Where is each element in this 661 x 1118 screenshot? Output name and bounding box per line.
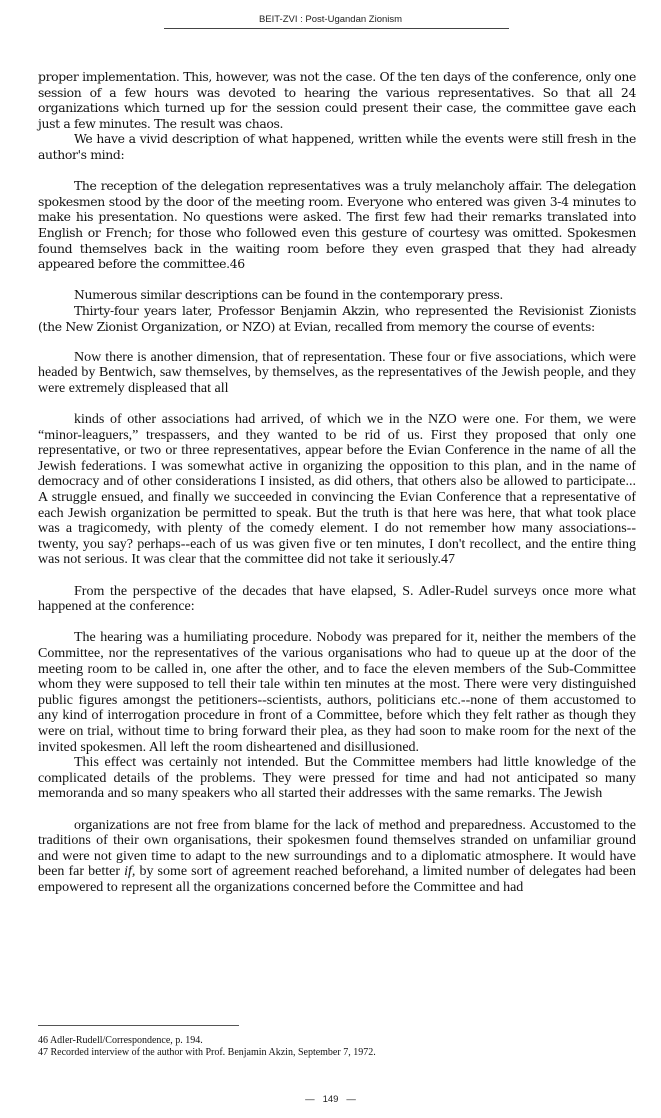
text-run: organizations are not free from blame for the lack of method and preparedness. Accustomed to the traditions of their own organisations, their spokesmen found themselves stranded on unfamiliar ground and were not given time to adapt to the new surroundings and to a diplomatic atmosphere. It would have been far better <box>38 817 636 880</box>
paragraph: Numerous similar descriptions can be found in the contemporary press. <box>74 287 504 303</box>
block-quote-paragraph: kinds of other associations had arrived, of which we in the NZO were one. For them, we were “minor-leaguers,” trespassers, and they wanted to be rid of us. First they proposed that only one representative, or two or three representatives, appear before the Evian Conference in the name of all the Jewish federations. I was somewhat active in organizing the opposition to this plan, and in the name of democracy and of other considerations I insisted, as did others, that others also be allowed to participate... A struggle ensued, and finally we succeeded in convincing the Evian Conference that a representative of each Jewish organization be permitted to speak. But the truth is that here was here, that what took place was a tragicomedy, with plenty of the comedy element. I do not remember how many associations--twenty, you say? perhaps--each of us was given five or ten minutes, I don't recollect, and the entire thing was not serious. It was clear that the committee did not take it seriously.47 <box>38 412 636 568</box>
block-quote-paragraph <box>38 818 636 896</box>
dash-right: — <box>346 1094 356 1105</box>
block-quote-paragraph: The reception of the delegation representatives was a truly melancholy affair. The delegation spokesmen stood by the door of the meeting room. Everyone who entered was given 3-4 minutes to make his presentation. No questions were asked. The first few had their remarks translated into English or French; for those who followed even this gesture of courtesy was omitted. Spokesmen found themselves back in the waiting room before they even grasped that they had already appeared before the committee.46 <box>38 178 636 272</box>
italic-text: if, <box>124 864 136 880</box>
footnotes <box>38 1035 636 1058</box>
paragraph: We have a vivid description of what happened, written while the events were still fresh in the author's mind: <box>38 131 636 162</box>
running-head: BEIT-ZVI : Post-Ugandan Zionism <box>258 14 403 25</box>
text-run: by some sort of agreement reached beforehand, a limited number of delegates had been empowered to represent all the organizations concerned before the Committee and had <box>38 864 636 895</box>
page-number: 149 <box>322 1094 339 1105</box>
paragraph: Thirty-four years later, Professor Benjamin Akzin, who represented the Revisionist Zionists (the New Zionist Organization, or NZO) at Evian, recalled from memory the course of events: <box>38 302 636 334</box>
header-rule <box>164 28 509 29</box>
footnote-47: 47 Recorded interview of the author with Prof. Benjamin Akzin, September 7, 1972. <box>38 1046 376 1058</box>
footnote-46: 46 Adler-Rudell/Correspondence, p. 194. <box>38 1035 203 1046</box>
block-quote-paragraph: This effect was certainly not intended. But the Committee members had little knowledge of the complicated details of the problems. They were pressed for time and had not anticipated so many memoranda and so many speakers who all started their addresses with the same remarks. The Jewish <box>38 755 636 802</box>
page-number-footer <box>0 1094 661 1105</box>
block-quote-paragraph: Now there is another dimension, that of representation. These four or five associations, which were headed by Bentwich, saw themselves, by themselves, as the representatives of the Jewish people, and they were extremely displeased that all <box>38 349 636 396</box>
footnote-rule <box>38 1025 239 1026</box>
paragraph: From the perspective of the decades that have elapsed, S. Adler-Rudel surveys once more what happened at the conference: <box>38 583 636 615</box>
dash-left: — <box>305 1094 315 1105</box>
page-body <box>38 69 636 895</box>
block-quote-paragraph: The hearing was a humiliating procedure. Nobody was prepared for it, neither the members of the Committee, nor the representatives of the various organisations who had to queue up at the door of the meeting room to be called in, one after the other, and to face the eleven members of the Sub-Committee whom they were supposed to tell their tale within ten minutes at the most. There were very distinguished public figures amongst the petitioners--scientists, authors, politicians etc.--none of them accustomed to any kind of interrogation procedure in front of a Committee, before which they felt rather as though they were on trial, without time to bring forward their plea, as they had soon to make room for the next of the invited spokesmen. All left the room disheartened and disillusioned. <box>38 630 636 755</box>
paragraph-continued: proper implementation. This, however, was not the case. Of the ten days of the conference, only one session of a few hours was devoted to hearing the various representatives. So that all 24 organizations which turned up for the session could present their case, the committee gave each just a few minutes. The result was chaos. <box>38 69 636 131</box>
